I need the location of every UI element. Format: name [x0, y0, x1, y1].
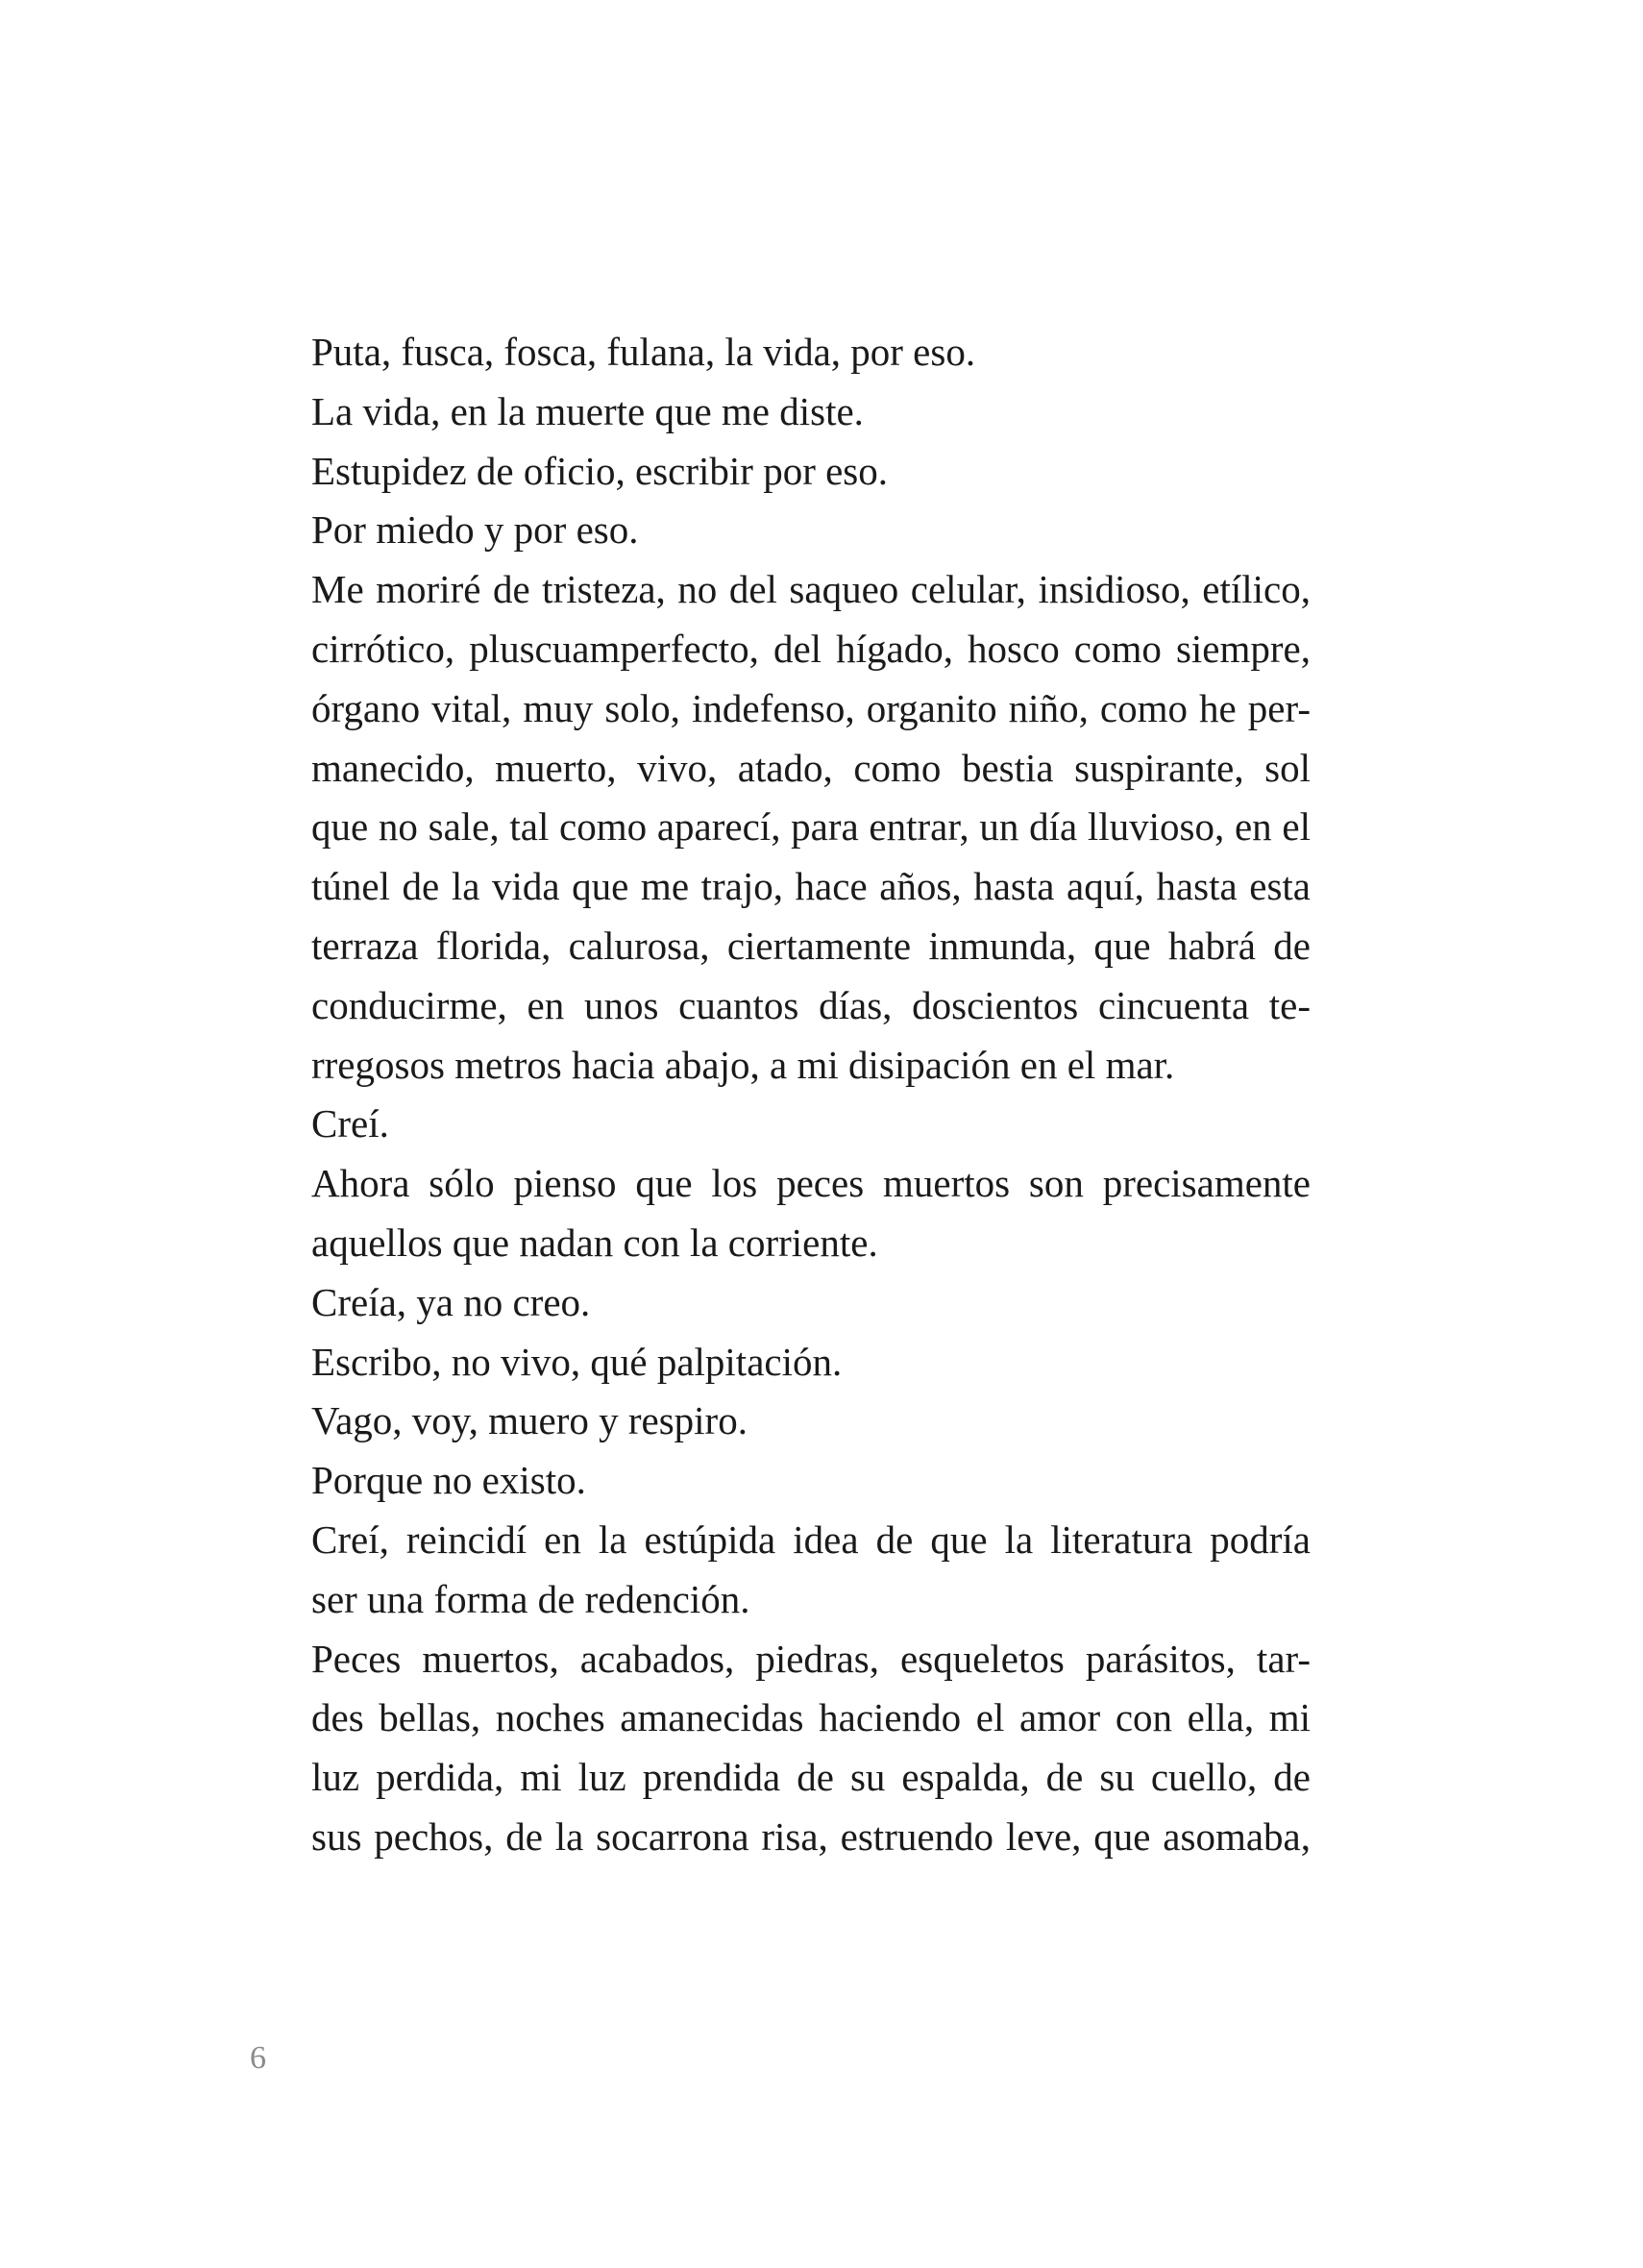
text-line: Porque no existo. [311, 1458, 586, 1503]
text-line: Estupidez de oficio, escribir por eso. [311, 448, 889, 493]
text-line: des bellas, noches amanecidas haciendo el amor con ella, mi [311, 1695, 1311, 1740]
text-line: órgano vital, muy solo, indefenso, organito niño, como he per- [311, 685, 1311, 730]
text-line: Peces muertos, acabados, piedras, esqueletos parásitos, tar- [311, 1636, 1311, 1681]
text-line: ser una forma de redención. [311, 1576, 750, 1621]
text-line: túnel de la vida que me trajo, hace años, hasta aquí, hasta esta [311, 864, 1311, 909]
text-line: conducirme, en unos cuantos días, doscientos cincuenta te- [311, 982, 1311, 1027]
text-line: luz perdida, mi luz prendida de su espalda, de su cuello, de [311, 1755, 1311, 1800]
text-line: terraza florida, calurosa, ciertamente inmunda, que habrá de [311, 923, 1311, 968]
text-line: Escribo, no vivo, qué palpitación. [311, 1339, 843, 1384]
text-line: Creía, ya no creo. [311, 1279, 591, 1324]
text-line: que no sale, tal como aparecí, para entrar, un día lluvioso, en el [311, 804, 1311, 850]
text-line: sus pechos, de la socarrona risa, estruendo leve, que asomaba, [311, 1813, 1311, 1859]
text-line: rregosos metros hacia abajo, a mi disipación en el mar. [311, 1042, 1175, 1087]
text-line: Creí, reincidí en la estúpida idea de que la literatura podría [311, 1516, 1311, 1562]
text-line: La vida, en la muerte que me diste. [311, 388, 864, 433]
text-line: Puta, fusca, fosca, fulana, la vida, por eso. [311, 330, 976, 374]
text-line: aquellos que nadan con la corriente. [311, 1220, 878, 1265]
page-number: 6 [250, 2040, 266, 2076]
text-line: Me moriré de tristeza, no del saqueo celular, insidioso, etílico, [311, 567, 1311, 612]
text-line: Vago, voy, muero y respiro. [311, 1398, 748, 1443]
text-line: cirrótico, pluscuamperfecto, del hígado, hosco como siempre, [311, 626, 1311, 671]
text-line: manecido, muerto, vivo, atado, como bestia suspirante, sol [311, 745, 1311, 790]
text-line: Por miedo y por eso. [311, 507, 639, 553]
text-line: Ahora sólo pienso que los peces muertos son precisamente [311, 1161, 1311, 1206]
text-line: Creí. [311, 1101, 389, 1146]
body-text [311, 323, 1311, 1867]
